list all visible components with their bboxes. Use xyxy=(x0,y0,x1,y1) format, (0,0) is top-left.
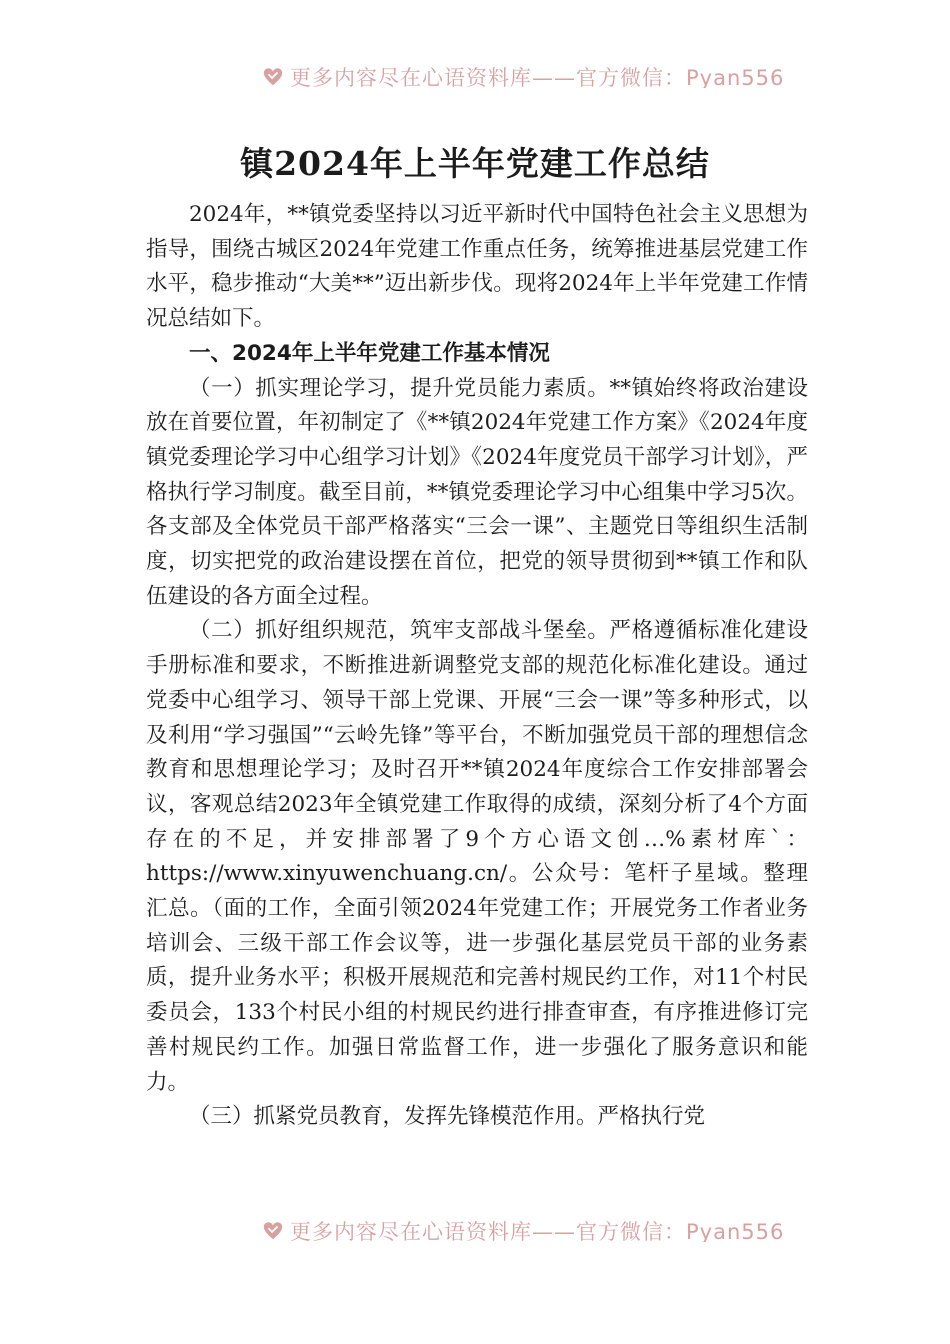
watermark-header xyxy=(0,52,950,88)
item-1-lead: （一）抓实理论学习，提升党员能力素质。 xyxy=(189,375,610,401)
watermark-text: 更多内容尽在心语资料库——官方微信：Pyan556 xyxy=(290,1220,785,1242)
item-3-paragraph xyxy=(146,1100,808,1135)
intro-paragraph: 2024年，**镇党委坚持以习近平新时代中国特色社会主义思想为指导，围绕古城区2024年党建工作重点任务，统筹推进基层党建工作水平，稳步推动“大美**”迈出新步伐。现将2024年上半年党建工作情况总结如下。 xyxy=(146,202,808,332)
item-1-paragraph xyxy=(146,372,808,615)
item-2-text: 严格遵循标准化建设手册标准和要求，不断推进新调整党支部的规范化标准化建设。通过党委中心组学习、领导干部上党课、开展“三会一课”等多种形式，以及利用“学习强国”“云岭先锋”等平台，不断加强党员干部的理想信念教育和思想理论学习；及时召开**镇2024年度综合工作安排部署会议，客观总结2023年全镇党建工作取得的成绩，深刻分析了4个方面存在的不足，并安排部署了9个方心语文创…%素材库`：https://www.xinyuwenchuang.cn/。公众号：笔杆子星域。整理汇总。（面的工作，全面引领2024年党建工作；开展党务工作者业务培训会、三级干部工作会议等，进一步强化基层党员干部的业务素质，提升业务水平；积极开展规范和完善村规民约工作，对11个村民委员会，133个村民小组的村规民约进行排查审查，有序推进修订完善村规民约工作。加强日常监督工作，进一步强化了服务意识和能力。 xyxy=(146,618,808,1095)
watermark-text: 更多内容尽在心语资料库——官方微信：Pyan556 xyxy=(290,66,785,88)
watermark-footer xyxy=(0,1206,950,1242)
section-heading: 一、2024年上半年党建工作基本情况 xyxy=(189,340,550,366)
item-3-text: 严格执行党 xyxy=(597,1104,706,1130)
item-3-lead: （三）抓紧党员教育，发挥先锋模范作用。 xyxy=(189,1104,598,1130)
heart-logo-icon xyxy=(262,1220,284,1242)
item-2-paragraph xyxy=(146,614,808,1100)
document-body xyxy=(146,198,808,1135)
heart-logo-icon xyxy=(262,66,284,88)
item-2-lead: （二）抓好组织规范，筑牢支部战斗堡垒。 xyxy=(189,618,610,644)
item-1-text: **镇始终将政治建设放在首要位置，年初制定了《**镇2024年党建工作方案》《2024年度镇党委理论学习中心组学习计划》《2024年度党员干部学习计划》，严格执行学习制度。截至目前，**镇党委理论学习中心组集中学习5次。各支部及全体党员干部严格落实“三会一课”、主题党日等组织生活制度，切实把党的政治建设摆在首位，把党的领导贯彻到**镇工作和队伍建设的各方面全过程。 xyxy=(146,375,808,609)
document-title: 镇2024年上半年党建工作总结 xyxy=(240,144,710,183)
